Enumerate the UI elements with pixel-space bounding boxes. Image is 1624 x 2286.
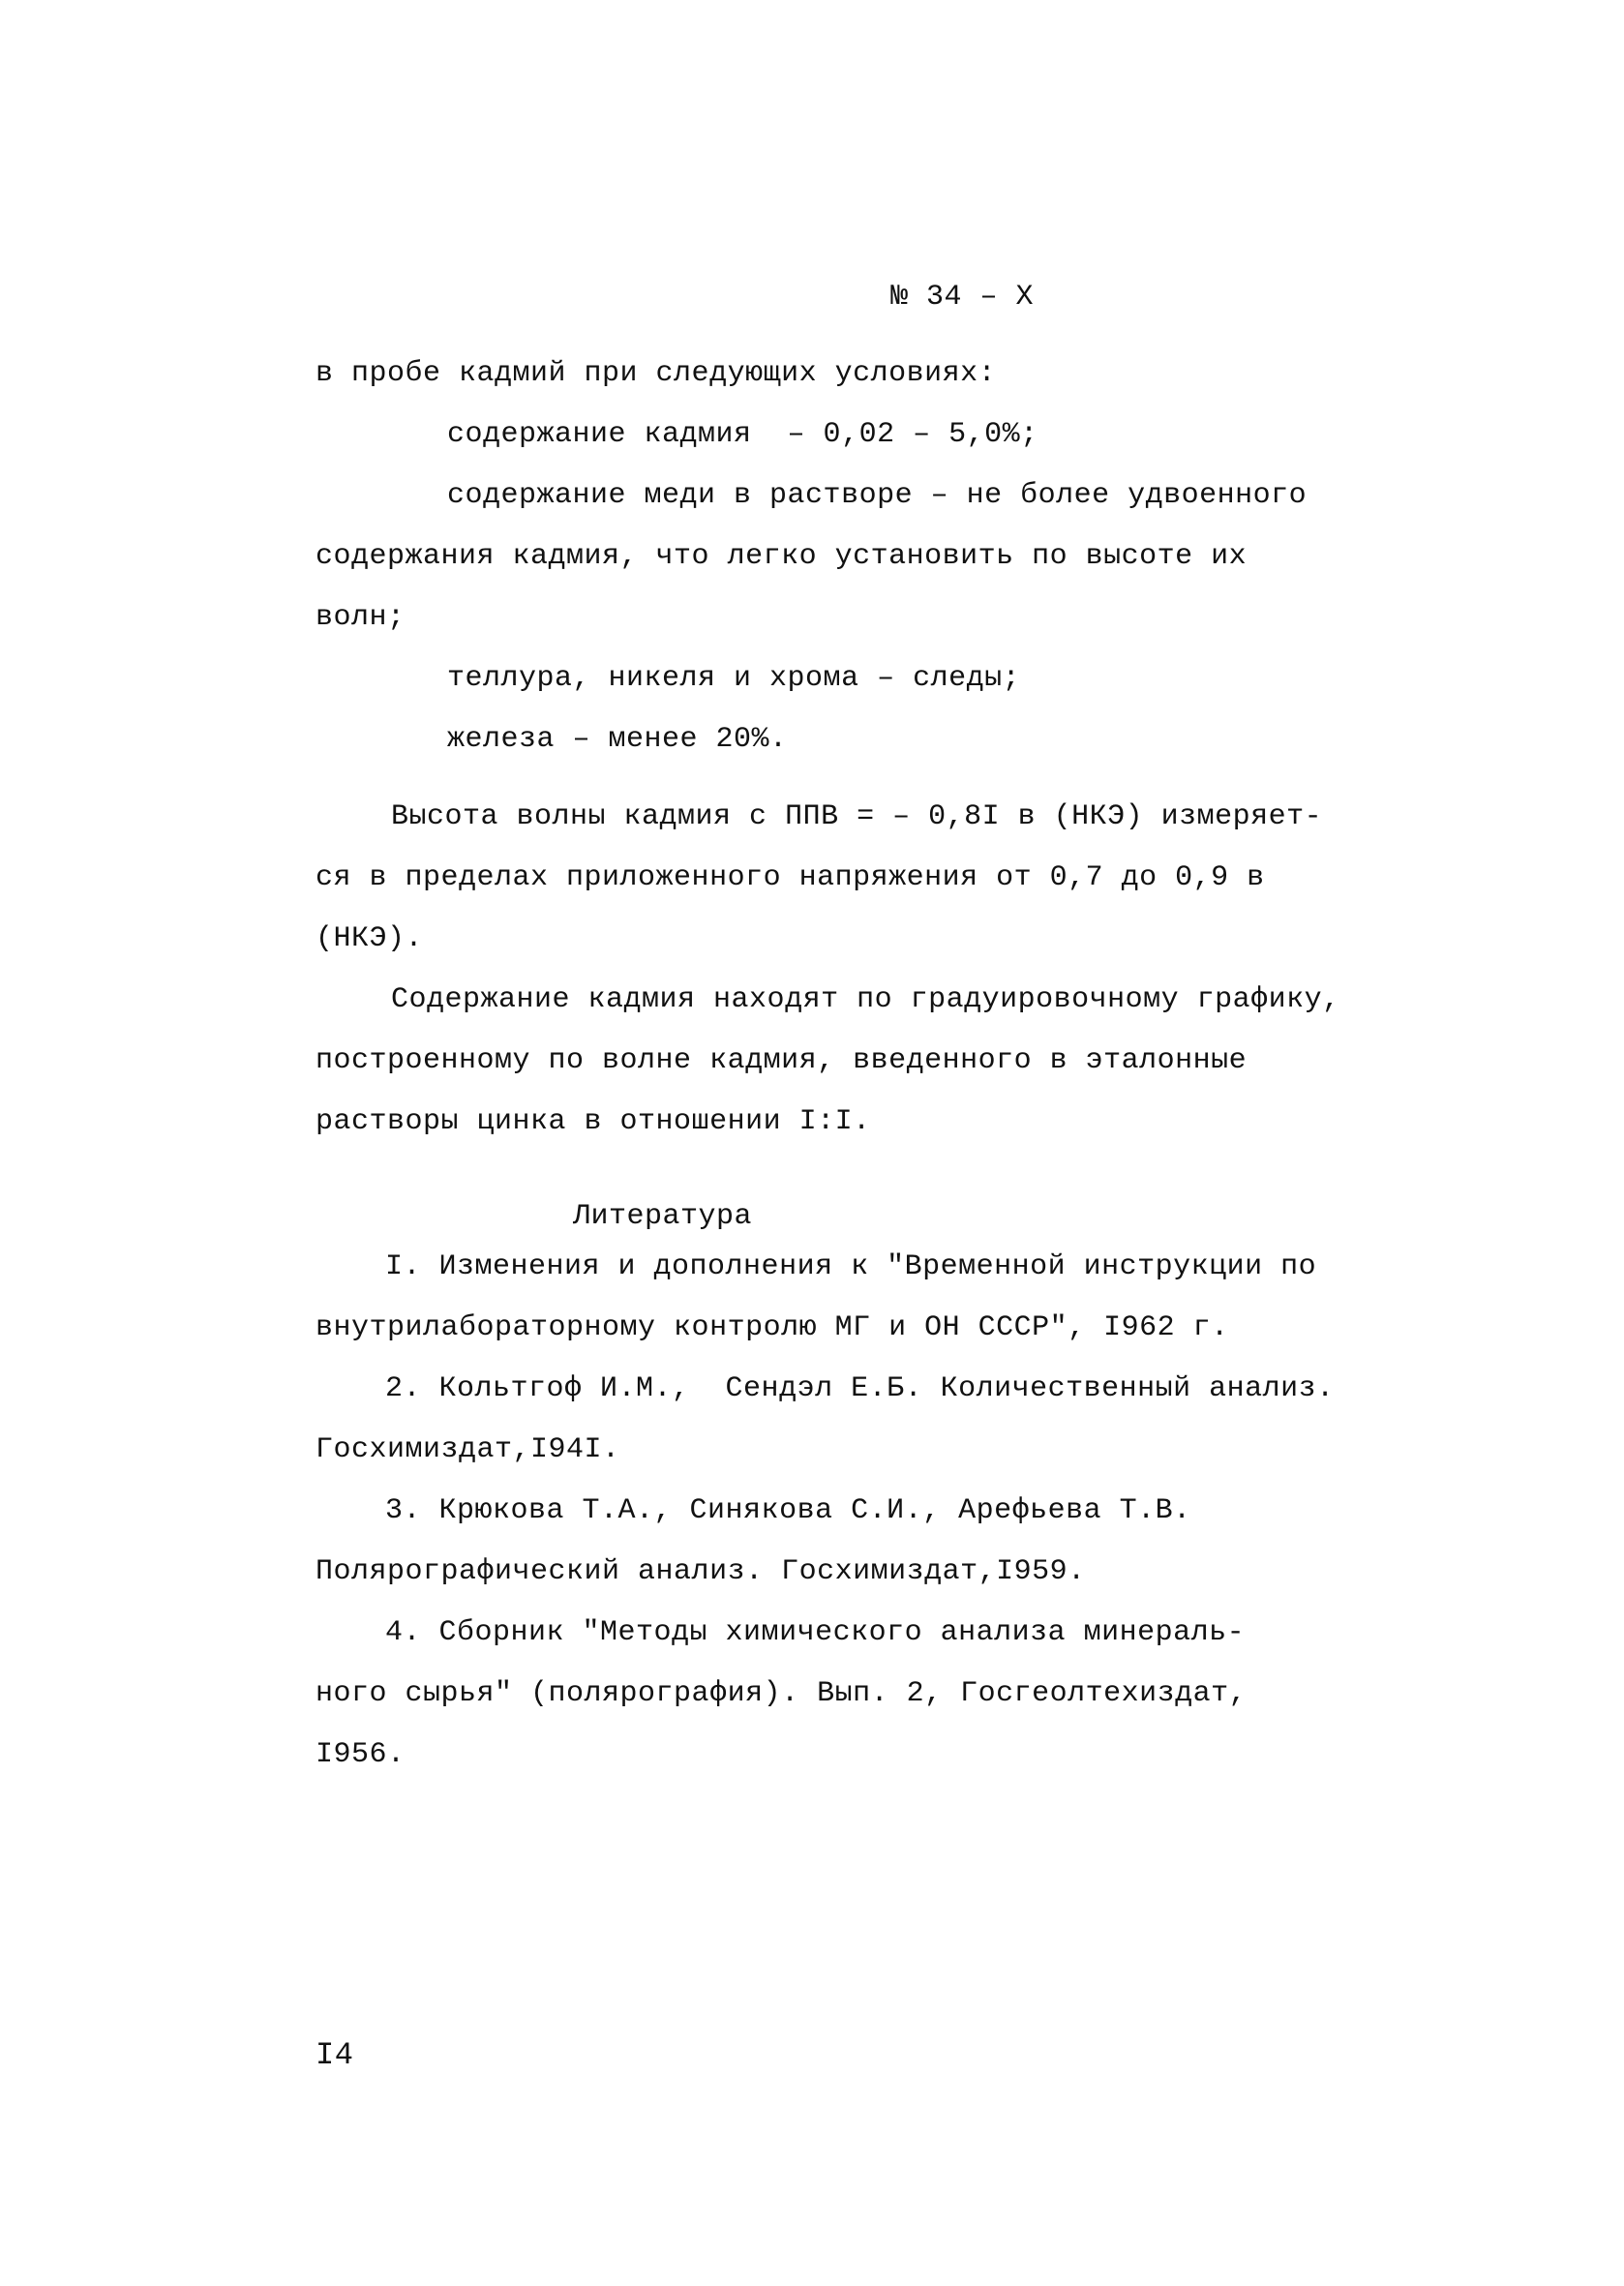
body-line: Высота волны кадмия с ППВ = – 0,8I в (НКЭ) измеряет- [391,800,1323,833]
body-line: теллура, никеля и хрома – следы; [447,662,1021,695]
body-line: содержание кадмия – 0,02 – 5,0%; [447,418,1038,451]
reference-line: Госхимиздат,I94I. [316,1433,620,1466]
reference-line: 3. Крюкова Т.А., Синякова С.И., Арефьева Т.В. [385,1494,1191,1527]
reference-line: Полярографический анализ. Госхимиздат,I959. [316,1555,1086,1588]
document-number: № 34 – X [890,281,1035,314]
body-line: (НКЭ). [316,922,424,955]
body-line: построенному по волне кадмия, введенного в эталонные [316,1044,1248,1077]
body-line: содержание меди в растворе – не более удвоенного [447,479,1308,512]
page-number: I4 [316,2037,354,2073]
body-line: Содержание кадмия находят по градуировочному графику, [391,983,1340,1016]
reference-line: внутрилабораторному контролю МГ и ОН СССР", I962 г. [316,1311,1229,1344]
reference-line: I. Изменения и дополнения к "Временной инструкции по [385,1250,1317,1283]
body-line: растворы цинка в отношении I:I. [316,1105,871,1138]
reference-line: 2. Кольтгоф И.М., Сендэл Е.Б. Количественный анализ. [385,1372,1335,1405]
reference-line: I956. [316,1738,406,1771]
body-line: железа – менее 20%. [447,723,788,756]
body-line: содержания кадмия, что легко установить по высоте их [316,540,1248,573]
reference-line: 4. Сборник "Методы химического анализа минераль- [385,1616,1246,1649]
body-line: в пробе кадмий при следующих условиях: [316,357,997,390]
reference-line: ного сырья" (полярография). Вып. 2, Госгеолтехиздат, [316,1677,1248,1710]
body-line: волн; [316,601,406,634]
body-line: ся в пределах приложенного напряжения от 0,7 до 0,9 в [316,861,1265,894]
literature-heading: Литература [573,1200,753,1233]
